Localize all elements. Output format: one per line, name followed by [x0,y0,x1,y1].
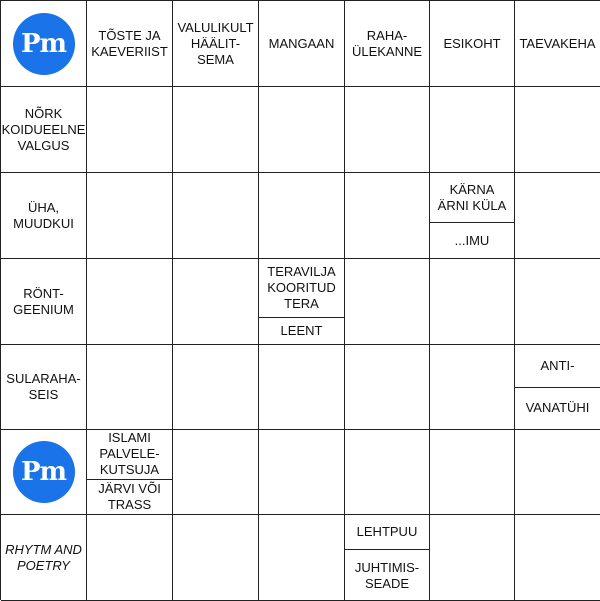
answer-cell[interactable] [515,515,600,601]
clue-header-1: TÕSTE JA KAEVERIIST [87,1,173,87]
answer-cell[interactable] [430,345,515,430]
pm-logo: Pm [13,13,75,75]
clue-r3c3-top: TERAVILJA KOORITUD TERA [259,259,344,318]
answer-cell[interactable] [259,173,345,259]
answer-cell[interactable] [259,87,345,173]
answer-cell[interactable] [87,87,173,173]
answer-cell[interactable] [430,87,515,173]
answer-cell[interactable] [173,430,259,515]
clue-r5c1-top: ISLAMI PALVELE- KUTSUJA [87,430,172,480]
answer-cell[interactable] [259,345,345,430]
answer-cell[interactable] [430,430,515,515]
answer-cell[interactable] [345,173,430,259]
answer-cell[interactable] [430,259,515,345]
clue-r4c6-bottom: VANATÜHI [525,400,590,416]
answer-cell[interactable] [173,87,259,173]
answer-cell[interactable] [515,173,600,259]
answer-cell[interactable] [345,430,430,515]
answer-cell[interactable] [259,515,345,601]
logo-cell [1,430,87,515]
pm-logo: Pm [13,441,75,503]
answer-cell[interactable] [345,87,430,173]
split-clue-cell [430,173,515,259]
split-clue-cell [515,345,600,430]
answer-cell[interactable] [87,515,173,601]
clue-header-3: MANGAAN [259,1,345,87]
answer-cell[interactable] [173,345,259,430]
answer-cell[interactable] [173,173,259,259]
split-clue-cell [259,259,345,345]
clue-r4c6-top: ANTI- [515,345,600,388]
clue-r2c5-bottom: ...IMU [454,233,490,249]
logo-cell [1,1,87,87]
clue-r2c5-top: KÄRNA ÄRNI KÜLA [430,173,514,223]
clue-header-6: TAEVAKEHA [515,1,600,87]
clue-row-6: RHYTM AND POETRY [1,515,87,601]
clue-r5c1-bottom: JÄRVI VÕI TRASS [98,481,161,513]
split-clue-cell [345,515,430,601]
answer-cell[interactable] [87,345,173,430]
clue-header-2: VALULIKULT HÄÄLIT- SEMA [173,1,259,87]
clue-r3c3-bottom: LEENT [280,323,323,339]
clue-header-4: RAHA- ÜLEKANNE [345,1,430,87]
answer-cell[interactable] [259,430,345,515]
answer-cell[interactable] [515,430,600,515]
answer-cell[interactable] [515,259,600,345]
answer-cell[interactable] [515,87,600,173]
answer-cell[interactable] [87,259,173,345]
answer-cell[interactable] [345,259,430,345]
answer-cell[interactable] [173,259,259,345]
clue-r6c4-bottom: JUHTIMIS- SEADE [354,559,420,591]
clue-row-1: NÕRK KOIDUEELNE VALGUS [1,87,87,173]
answer-cell[interactable] [87,173,173,259]
clue-header-5: ESIKOHT [430,1,515,87]
clue-row-2: ÜHA, MUUDKUI [1,173,87,259]
clue-r6c4-top: LEHTPUU [345,515,429,550]
answer-cell[interactable] [345,345,430,430]
clue-row-3: RÖNT- GEENIUM [1,259,87,345]
answer-cell[interactable] [173,515,259,601]
clue-row-4: SULARAHA- SEIS [1,345,87,430]
answer-cell[interactable] [430,515,515,601]
split-clue-cell [87,430,173,515]
